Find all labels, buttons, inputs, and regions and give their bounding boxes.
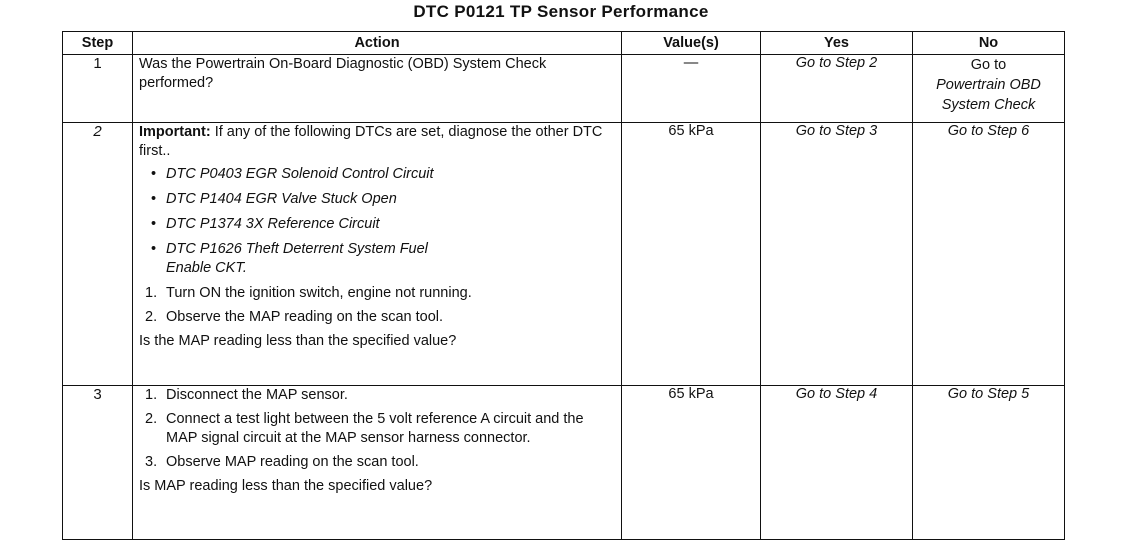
important-text: If any of the following DTCs are set, diagnose the other DTC first.. — [139, 124, 603, 159]
list-item: • DTC P1626 Theft Deterrent System Fuel Enable CKT. — [151, 241, 428, 276]
action-text: Was the Powertrain On-Board Diagnostic (OBD) System Check performed? — [139, 56, 547, 91]
page-title: DTC P0121 TP Sensor Performance — [413, 2, 709, 21]
list-item: 1. Disconnect the MAP sensor. — [145, 387, 348, 403]
action-cell — [133, 386, 622, 540]
no-line: System Check — [941, 97, 1036, 113]
step-number: 2 — [63, 123, 133, 386]
important-note — [139, 123, 615, 161]
diagnostic-table — [62, 31, 1065, 540]
header-step: Step — [63, 32, 133, 55]
no-cell: Go to Step 6 — [913, 123, 1065, 386]
procedure-steps — [139, 386, 615, 472]
no-line: Powertrain OBD — [936, 77, 1041, 93]
table-row-step-3 — [63, 386, 1065, 540]
no-cell — [913, 55, 1065, 123]
header-action: Action — [133, 32, 622, 55]
value-cell: 65 kPa — [622, 123, 761, 386]
yes-cell: Go to Step 3 — [761, 123, 913, 386]
procedure-steps — [139, 284, 615, 327]
yes-cell: Go to Step 2 — [761, 55, 913, 123]
header-row — [63, 32, 1065, 55]
step-number: 1 — [63, 55, 133, 123]
bullet-icon: • — [151, 191, 157, 207]
no-cell: Go to Step 5 — [913, 386, 1065, 540]
list-item: 3. Observe MAP reading on the scan tool. — [145, 454, 419, 470]
question-text: Is MAP reading less than the specified value? — [139, 478, 433, 494]
question-text: Is the MAP reading less than the specified value? — [139, 333, 457, 349]
value-cell: 65 kPa — [622, 386, 761, 540]
header-no: No — [913, 32, 1065, 55]
list-item: 1. Turn ON the ignition switch, engine not running. — [145, 285, 472, 301]
step-number: 3 — [63, 386, 133, 540]
action-cell — [133, 123, 622, 386]
header-yes: Yes — [761, 32, 913, 55]
table-row-step-2 — [63, 123, 1065, 386]
value-cell: — — [622, 55, 761, 123]
list-item: • DTC P1374 3X Reference Circuit — [151, 216, 380, 232]
important-label: Important: — [139, 124, 211, 140]
bullet-icon: • — [151, 241, 157, 257]
list-item: • DTC P0403 EGR Solenoid Control Circuit — [151, 166, 434, 182]
action-cell — [133, 55, 622, 123]
list-item: • DTC P1404 EGR Valve Stuck Open — [151, 191, 397, 207]
no-line: Go to — [970, 57, 1007, 73]
list-item: 2. Observe the MAP reading on the scan tool. — [145, 309, 444, 325]
list-item: 2. Connect a test light between the 5 volt reference A circuit and the MAP signal circuit at the MAP sensor harness connector. — [145, 411, 584, 446]
bullet-icon: • — [151, 166, 157, 182]
yes-cell: Go to Step 4 — [761, 386, 913, 540]
dtc-list — [139, 165, 615, 278]
table-row-step-1 — [63, 55, 1065, 123]
bullet-icon: • — [151, 216, 157, 232]
header-value: Value(s) — [622, 32, 761, 55]
